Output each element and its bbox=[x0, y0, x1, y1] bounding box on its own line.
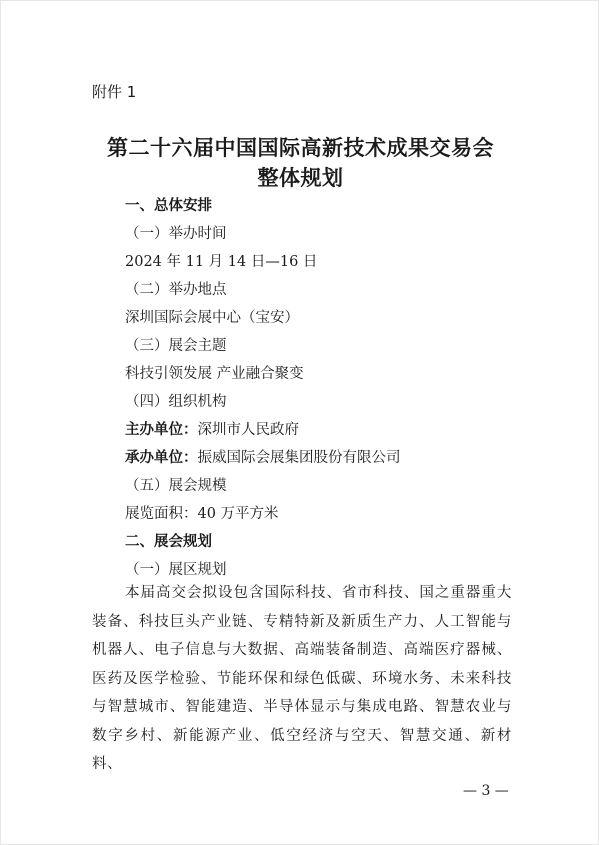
host-label: 主办单位： bbox=[125, 422, 198, 438]
organizer-label: 承办单位： bbox=[125, 450, 198, 466]
section1-sub3-heading: （三）展会主题 bbox=[125, 338, 227, 354]
section2-heading: 二、展会规划 bbox=[125, 534, 212, 550]
attachment-label: 附件 1 bbox=[92, 83, 137, 101]
section1-sub4-heading: （四）组织机构 bbox=[125, 394, 227, 410]
exhibition-area: 展览面积：40 万平方米 bbox=[125, 506, 279, 522]
page-number: — 3 — bbox=[463, 783, 509, 799]
section1-sub1-heading: （一）举办时间 bbox=[125, 226, 227, 242]
organizer-value: 振威国际会展集团股份有限公司 bbox=[197, 450, 401, 466]
section1-sub5-heading: （五）展会规模 bbox=[125, 478, 227, 494]
document-title-line2: 整体规划 bbox=[257, 166, 344, 190]
event-theme: 科技引领发展 产业融合聚变 bbox=[125, 366, 304, 382]
section1-sub2-heading: （二）举办地点 bbox=[125, 282, 227, 298]
zone-planning-paragraph: 本届高交会拟设包含国际科技、省市科技、国之重器重大装备、科技巨头产业链、专精特新及新质生产力、人工智能与机器人、电子信息与大数据、高端装备制造、高端医疗器械、医药及医学检验、节能环保和绿色低碳、环境水务、未来科技与智慧城市、智能建造、半导体显示与集成电路、智慧农业与数字乡村、新能源产业、低空经济与空天、智慧交通、新材料、 bbox=[92, 585, 512, 772]
event-date: 2024 年 11 月 14 日—16 日 bbox=[125, 254, 318, 270]
event-venue: 深圳国际会展中心（宝安） bbox=[125, 310, 299, 326]
document-title-line1: 第二十六届中国国际高新技术成果交易会 bbox=[107, 136, 494, 160]
host-row bbox=[125, 418, 299, 439]
organizer-row bbox=[125, 446, 401, 467]
host-value: 深圳市人民政府 bbox=[197, 422, 299, 438]
section1-heading: 一、总体安排 bbox=[125, 198, 212, 214]
section2-sub1-heading: （一）展区规划 bbox=[125, 562, 227, 578]
